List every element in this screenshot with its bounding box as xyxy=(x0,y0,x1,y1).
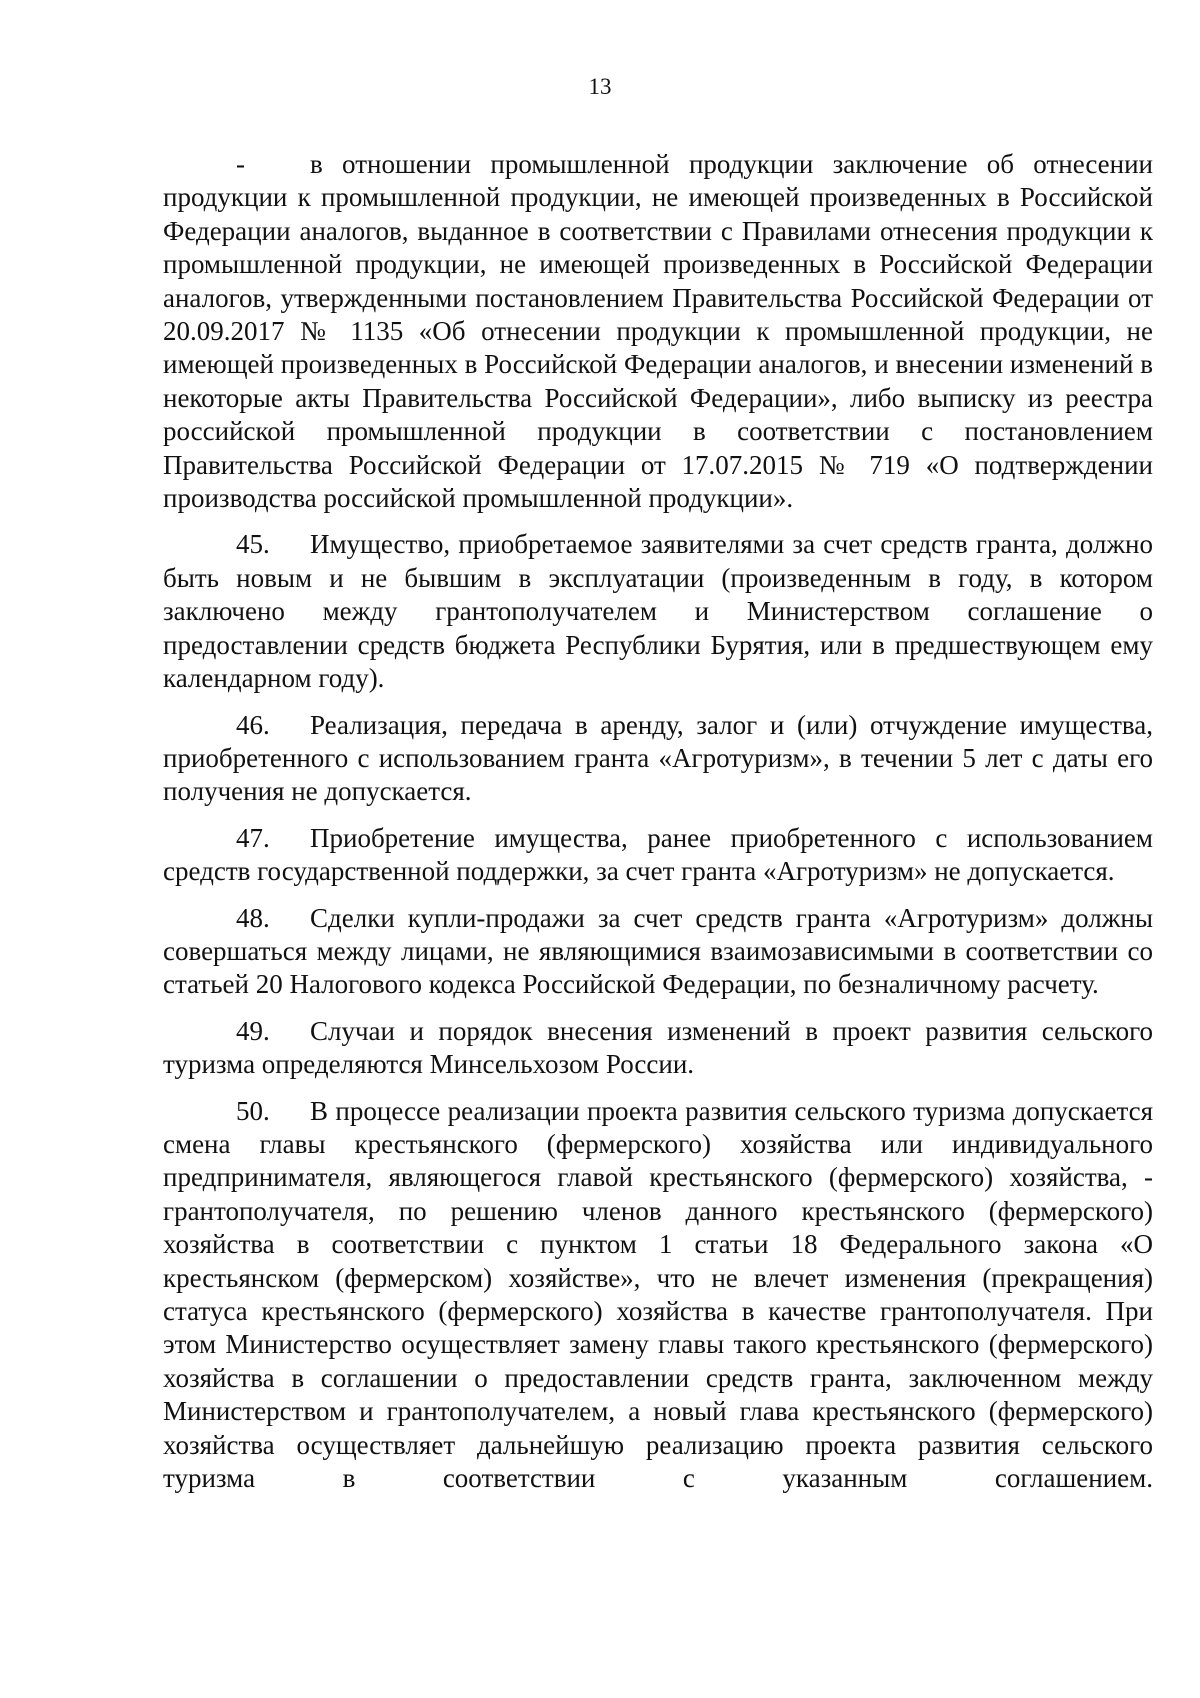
paragraph-text: Имущество, приобретаемое заявителями за счет средств гранта, должно быть новым и не бывшим в эксплуатации (произведенным в году, в котором заключено между грантополучателем и Министерством соглашение о предоставлении средств бюджета Республики Бурятия, или в предшествующем ему календарном году). xyxy=(163,529,1153,694)
paragraph-bullet-industrial-products xyxy=(163,148,1153,515)
paragraph-text: В процессе реализации проекта развития сельского туризма допускается смена главы крестьянского (фермерского) хозяйства или индивидуального предпринимателя, являющегося главой крестьянского (фермерского) хозяйства, - грантополучателя, по решению членов данного крестьянского (фермерского) хозяйства в соответствии с пунктом 1 статьи 18 Федерального закона «О крестьянском (фермерском) хозяйстве», что не влечет изменения (прекращения) статуса крестьянского (фермерского) хозяйства в качестве грантополучателя. При этом Министерство осуществляет замену главы такого крестьянского (фермерского) хозяйства в соглашении о предоставлении средств гранта, заключенном между Министерством и грантополучателем, а новый глава крестьянского (фермерского) хозяйства осуществляет дальнейшую реализацию проекта развития сельского туризма в соответствии с указанным соглашением. xyxy=(163,1095,1153,1494)
paragraph-48 xyxy=(163,902,1153,1002)
paragraph-text: Реализация, передача в аренду, залог и (или) отчуждение имущества, приобретенного с использованием гранта «Агротуризм», в течении 5 лет с даты его получения не допускается. xyxy=(163,709,1153,807)
paragraph-47 xyxy=(163,822,1153,889)
paragraph-number: 49. xyxy=(236,1015,270,1046)
paragraph-marker: - xyxy=(236,149,245,179)
paragraph-text: Приобретение имущества, ранее приобретенного с использованием средств государственной поддержки, за счет гранта «Агротуризм» не допускается. xyxy=(163,822,1153,887)
paragraph-45 xyxy=(163,528,1153,695)
paragraph-50 xyxy=(163,1095,1153,1496)
page-number: 13 xyxy=(588,74,612,99)
paragraph-number: 47. xyxy=(236,822,270,853)
paragraph-text: Случаи и порядок внесения изменений в проект развития сельского туризма определяются Минсельхозом России. xyxy=(163,1015,1153,1080)
paragraph-49 xyxy=(163,1015,1153,1082)
paragraph-number: 45. xyxy=(236,529,270,560)
paragraph-number: 50. xyxy=(236,1095,270,1126)
document-body xyxy=(163,148,1153,1495)
paragraph-number: 46. xyxy=(236,709,270,740)
paragraph-number: 48. xyxy=(236,902,270,933)
paragraph-46 xyxy=(163,709,1153,809)
paragraph-text: Сделки купли-продажи за счет средств гранта «Агротуризм» должны совершаться между лицами, не являющимися взаимозависимыми в соответствии со статьей 20 Налогового кодекса Российской Федерации, по безналичному расчету. xyxy=(163,902,1153,1000)
paragraph-text: в отношении промышленной продукции заключение об отнесении продукции к промышленной продукции, не имеющей произведенных в Российской Федерации аналогов, выданное в соответствии с Правилами отнесения продукции к промышленной продукции, не имеющей произведенных в Российской Федерации аналогов, утвержденными постановлением Правительства Российской Федерации от 20.09.2017 № 1135 «Об отнесении продукции к промышленной продукции, не имеющей произведенных в Российской Федерации аналогов, и внесении изменений в некоторые акты Правительства Российской Федерации», либо выписку из реестра российской промышленной продукции в соответствии с постановлением Правительства Российской Федерации от 17.07.2015 № 719 «О подтверждении производства российской промышленной продукции». xyxy=(163,149,1153,514)
